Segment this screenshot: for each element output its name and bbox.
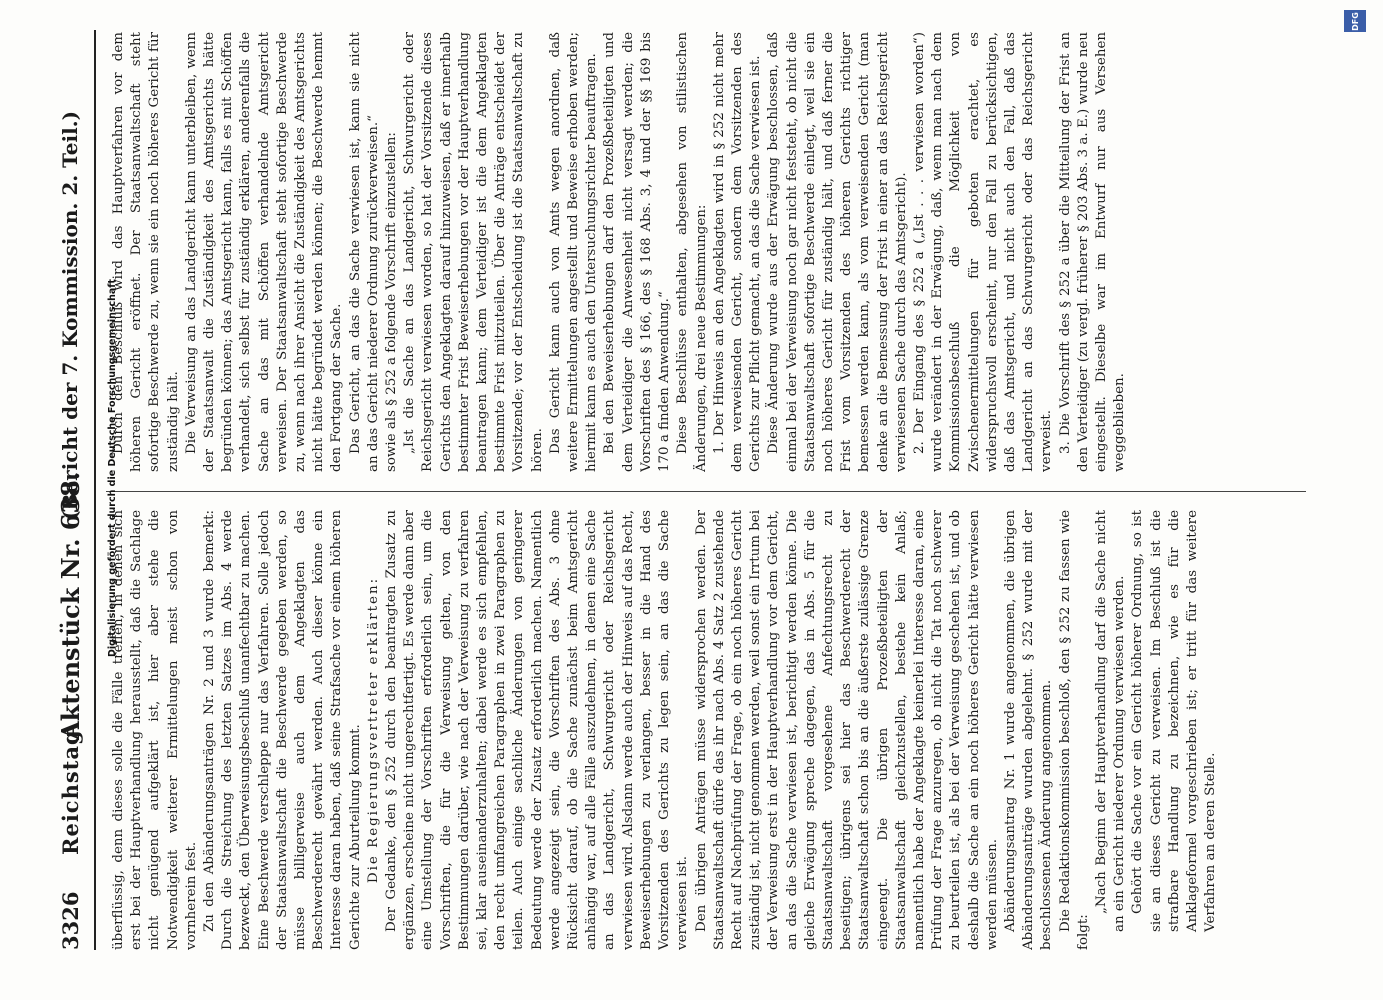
- paragraph: Diese Beschlüsse enthalten, abgesehen von stilistischen Änderungen, drei neue Bestimmungen:: [675, 32, 709, 472]
- paragraph: Zu den Abänderungsanträgen Nr. 2 und 3 wurde bemerkt: Durch die Streichung des letzten Satzes im Abs. 4 werde bezweckt, den Überweisungsbeschluß unanfechtbar zu machen. Eine Beschwerde verschleppe nur das Verfahren. Solle jedoch der Staatsanwaltschaft die Beschwerde gegeben werden, so müsse billigerweise auch dem Angeklagten das Beschwerderecht gewährt werden. Auch dieser könne ein Interesse daran haben, daß seine Strafsache vor einem höheren Gerichte zur Aburteilung kommt.: [202, 510, 363, 950]
- paragraph: Den übrigen Anträgen müsse widersprochen werden. Der Staatsanwaltschaft dürfe das ihr nach Abs. 4 Satz 2 zustehende Recht auf Nachprüfung der Frage, ob ein noch höheres Gericht zuständig ist, nicht genommen werden, weil sonst ein Irrtum bei der Verweisung erst in der Hauptverhandlung vor dem Gericht, an das die Sache verwiesen ist, berichtigt werden könne. Die gleiche Erwägung spreche dagegen, das in Abs. 5 für die Staatsanwaltschaft vorgesehene Anfechtungsrecht zu beseitigen; übrigens sei hier das Beschwerderecht der Staatsanwaltschaft schon bis an die äußerste zulässige Grenze eingeengt. Die übrigen Prozeßbeteiligten der Staatsanwaltschaft gleichzustellen, bestehe kein Anlaß; namentlich habe der Angeklagte keinerlei Interesse daran, eine Prüfung der Frage anzuregen, ob nicht die Tat noch schwerer zu beurteilen ist, als bei der Verweisung geschehen ist, und ob deshalb die Sache an ein noch höheres Gericht hätte verwiesen werden müssen.: [693, 510, 1000, 950]
- paragraph: Bei den Beweiserhebungen darf den Prozeßbeteiligten und dem Verteidiger die Anwesenheit nicht versagt werden; die Vorschriften des § 166, des § 168 Abs. 3, 4 und der §§ 169 bis 170 a finden Anwendung.“: [602, 32, 673, 472]
- paragraph: sowie als § 252 a folgende Vorschrift einzustellen:: [384, 132, 400, 472]
- paragraph: Durch den Beschluß wird das Hauptverfahren vor dem höheren Gericht eröffnet. Der Staatsanwaltschaft steht sofortige Beschwerde zu, wenn sie ein noch höheres Gericht für zuständig hält.: [111, 32, 181, 472]
- paragraph: 2. Der Eingang des § 252 a („Ist . . . verwiesen worden“) wurde verändert in der Erwägung, daß, wenn man nach dem Kommissionsbeschluß die Möglichkeit von Zwischenermittelungen für geboten erachtet, es widerspruchsvoll erscheint, nur den Fall zu berücksichtigen, daß das Amtsgericht, und nicht auch den Fall, daß das Landgericht an das Schwurgericht oder das Reichsgericht verweist.: [911, 32, 1055, 472]
- paragraph: „Nach Beginn der Hauptverhandlung darf die Sache nicht an ein Gericht niederer Ordnung verwiesen werden.: [1093, 510, 1128, 932]
- paragraph: „Ist die Sache an das Landgericht, Schwurgericht oder Reichsgericht verwiesen worden, so hat der Vorsitzende dieses Gerichts den Angeklagten darauf hinzuweisen, daß er innerhalb bestimmter Frist Beweiserhebungen vor der Hauptverhandlung beantragen kann; dem Verteidiger ist die dem Angeklagten bestimmte Frist mitzuteilen. Über die Anträge entscheidet der Vorsitzende; vor der Entscheidung ist die Staatsanwaltschaft zu hören.: [402, 32, 545, 472]
- page-number: 3326: [58, 891, 83, 950]
- column-divider: [106, 491, 1306, 492]
- paragraph: 1. Der Hinweis an den Angeklagten wird in § 252 nicht mehr dem verweisenden Gericht, sondern dem Vorsitzenden des Gerichts zur Pflicht gemacht, an das die Sache verwiesen ist.: [711, 32, 764, 472]
- dfg-logo-icon: DFG: [1344, 10, 1366, 32]
- paragraph: Die Redaktionskommission beschloß, den § 252 zu fassen wie folgt:: [1057, 510, 1091, 950]
- paragraph: Diese Änderung wurde aus der Erwägung beschlossen, daß einmal bei der Verweisung noch gar nicht feststeht, ob nicht die Staatsanwaltschaft sofortige Beschwerde einlegt, weil sie ein noch höheres Gericht für zuständig hält, und daß ferner die Frist vom Vorsitzenden des höheren Gerichts richtiger bemessen werden kann, als vom verweisenden Gericht (man denke an die Bemessung der Frist in einer an das Reichsgericht verwiesenen Sache durch das Amtsgericht).: [766, 32, 909, 472]
- document-title: Aktenstück Nr. 638.: [56, 471, 85, 740]
- paragraph: Der Gedanke, den § 252 durch den beantragten Zusatz zu ergänzen, erscheine nicht ungerechtfertigt. Es werde dann aber eine Umstellung der Vorschriften erforderlich sein, um die Vorschriften, die für die Verweisung gelten, von den Bestimmungen darüber, wie nach der Verweisung zu verfahren sei, klar auseinanderzuhalten; dabei werde es sich empfehlen, den recht umfangreichen Paragraphen in zwei Paragraphen zu teilen. Auch einige sachliche Änderungen von geringerer Bedeutung werde der Zusatz erforderlich machen. Namentlich werde angezeigt sein, die Vorschriften des Abs. 3 ohne Rücksicht darauf, ob die Sache zunächst beim Amtsgericht anhängig war, auf alle Fälle auszudehnen, in denen eine Sache an das Landgericht, Schwurgericht oder Reichsgericht verwiesen wird. Alsdann werde auch der Hinweis auf das Recht, Beweiserhebungen zu verlangen, besser in die Hand des Vorsitzenden des Gerichts zu legen sein, an das die Sache verwiesen ist.: [384, 510, 691, 950]
- left-column: [110, 510, 1315, 950]
- paragraph: Die Regierungsvertreter erklärten:: [365, 576, 381, 884]
- paragraph: Das Gericht, an das die Sache verwiesen ist, kann sie nicht an das Gericht niederer Ordnung zurückverweisen.“: [347, 32, 381, 472]
- paragraph: Die Verweisung an das Landgericht kann unterbleiben, wenn der Staatsanwalt die Zuständigkeit des Amtsgerichts hätte begründen können; das Amtsgericht kann, falls es mit Schöffen verhandelt, sich selbst für zuständig erklären, anderenfalls die Sache an das mit Schöffen verhandelnde Amtsgericht verweisen. Der Staatsanwaltschaft steht sofortige Beschwerde zu, wenn nach ihrer Ansicht die Zuständigkeit des Amtsgerichts nicht hätte begründet werden können; die Beschwerde hemmt den Fortgang der Sache.: [183, 32, 345, 472]
- section-title: Reichstag.: [58, 721, 83, 855]
- paragraph: überflüssig, denn dieses solle die Fälle treffen, in denen sich erst bei der Hauptverhandlung herausstellt, daß die Sachlage nicht genügend aufgeklärt ist, hier aber stehe die Notwendigkeit weiterer Ermittelungen meist schon von vornherein fest.: [111, 510, 199, 950]
- right-column: [110, 32, 1315, 472]
- paragraph: Das Gericht kann auch von Amts wegen anordnen, daß weitere Ermittelungen angestellt und Beweise erhoben werden; hiermit kann es auch den Untersuchungsrichter beauftragen.: [547, 32, 600, 472]
- paragraph: 3. Die Vorschrift des § 252 a über die Mitteilung der Frist an den Verteidiger (zu vergl. früherer § 203 Abs. 3 a. E.) wurde neu eingestellt. Dieselbe war im Entwurf nur aus Versehen weggeblieben.: [1057, 32, 1128, 472]
- digitization-credit: Digitalisierung gefördert durch die Deutsche Forschungsgemeinschaft: [107, 279, 118, 657]
- header-rule: [94, 30, 96, 950]
- report-title: (Bericht der 7. Kommission. 2. Teil.): [58, 110, 82, 520]
- page-header: [50, 30, 94, 950]
- rotated-page-content: [50, 30, 1325, 950]
- paragraph: Abänderungsantrag Nr. 1 wurde angenommen, die übrigen Abänderungsanträge wurden abgelehnt. § 252 wurde mit der beschlossenen Änderung angenommen.: [1002, 510, 1055, 950]
- paragraph: Gehört die Sache vor ein Gericht höherer Ordnung, so ist sie an dieses Gericht zu verweisen. Im Beschluß ist die strafbare Handlung zu bezeichnen, wie es für die Anklageformel vorgeschrieben ist; er tritt für das weitere Verfahren an deren Stelle.: [1130, 510, 1219, 932]
